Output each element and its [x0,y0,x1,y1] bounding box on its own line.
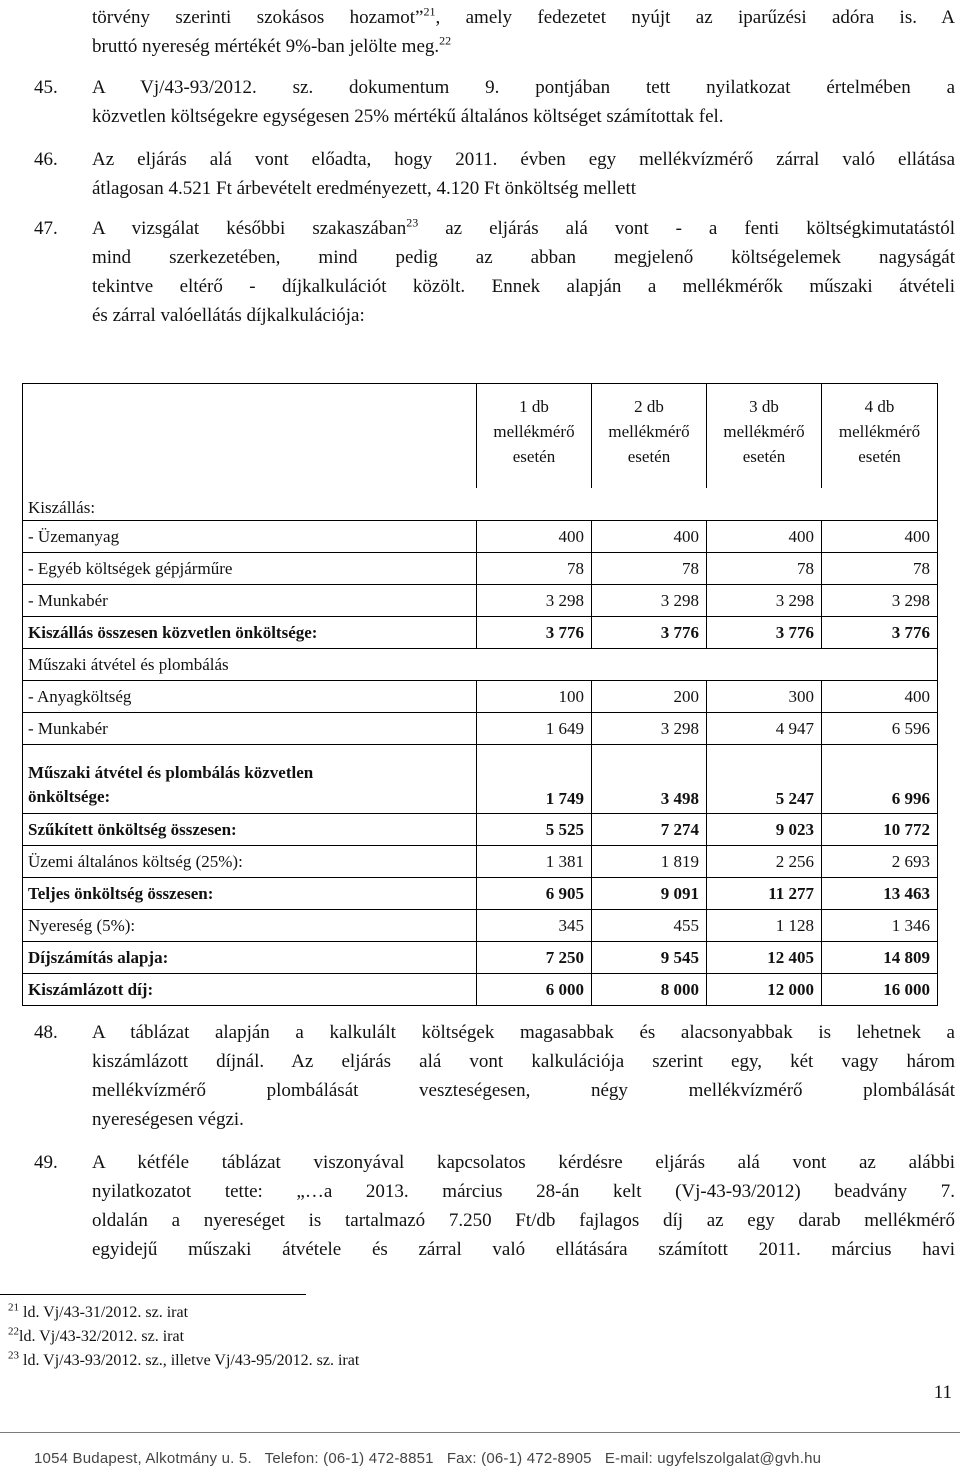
section-row-muszaki [23,649,938,681]
page-footer: 1054 Budapest, Alkotmány u. 5. Telefon: (06-1) 472-8851 Fax: (06-1) 472-8905 E-mail: ugyfelszolgalat@gvh.hu [34,1450,822,1467]
footnote-divider [0,1294,306,1295]
header-cell-1db: 1 db mellékmérő esetén [477,384,592,489]
row-label: - Egyéb költségek gépjárműre [23,553,477,585]
table-row [23,974,938,1006]
header-cell-4db: 4 db mellékmérő esetén [822,384,938,489]
paragraph-number: 49. [34,1152,58,1173]
row-label: Üzemi általános költség (25%): [23,846,477,878]
text-line: és zárral valóellátás díjkalkulációja: [92,305,365,326]
footnote-ref[interactable]: 23 [406,215,419,230]
value-cell: 400 [822,681,938,713]
value-cell: 3 776 [707,617,822,649]
table-row [23,617,938,649]
paragraph-45 [34,73,955,131]
table-row [23,713,938,745]
text-line: átlagosan 4.521 Ft árbevételt eredményezett, 4.120 Ft önköltség mellett [92,178,636,199]
cost-table [22,383,938,1006]
row-label: Kiszámlázott díj: [23,974,477,1006]
value-cell: 7 274 [592,814,707,846]
value-cell: 14 809 [822,942,938,974]
text-line: , amely fedezetet nyújt az iparűzési adóra is. A [435,7,956,28]
value-cell: 1 819 [592,846,707,878]
value-cell: 78 [707,553,822,585]
text-line: oldalán a nyereséget is tartalmazó 7.250 Ft/db fajlagos díj az egy darab mellékmérő [92,1210,955,1231]
row-label: - Munkabér [23,713,477,745]
table-row [23,585,938,617]
table-row [23,942,938,974]
text-line: nyilatkozatot tette: „…a 2013. március 28-án kelt (Vj-43-93/2012) beadvány 7. [92,1181,955,1202]
value-cell: 100 [477,681,592,713]
text-line: A táblázat alapján a kalkulált költségek magasabbak és alacsonyabbak is lehetnek a [92,1022,955,1043]
value-cell: 3 298 [592,713,707,745]
text-line: az eljárás alá vont - a fenti költségkimutatástól [418,218,956,239]
row-label: - Üzemanyag [23,521,477,553]
text-line: mind szerkezetében, mind pedig az abban megjelenő költségelemek nagyságát [92,247,955,268]
row-label: Teljes önköltség összesen: [23,878,477,910]
text-line: mellékvízmérő plombálását veszteségesen, négy mellékvízmérő plombálását [92,1080,955,1101]
table-row [23,814,938,846]
footnote-ref[interactable]: 22 [439,33,452,48]
page-number: 11 [933,1382,952,1403]
table-row [23,846,938,878]
header-cell-2db: 2 db mellékmérő esetén [592,384,707,489]
paragraph-44 [34,3,955,61]
value-cell: 400 [477,521,592,553]
value-cell: 2 693 [822,846,938,878]
footnote-21: $^{21}$ ld. Vj/43-31/2012. sz. irat [8,1301,189,1321]
table-row [23,553,938,585]
value-cell: 6 905 [477,878,592,910]
value-cell: 78 [592,553,707,585]
value-cell: 78 [477,553,592,585]
value-cell: 9 545 [592,942,707,974]
row-label: Szűkített önköltség összesen: [23,814,477,846]
text-line: közvetlen költségekre egységesen 25% mértékű általános költséget számítottak fel. [92,106,724,127]
paragraph-number: 48. [34,1022,58,1043]
value-cell: 6 000 [477,974,592,1006]
value-cell: 7 250 [477,942,592,974]
value-cell: 3 298 [477,585,592,617]
value-cell: 1 381 [477,846,592,878]
value-cell: 3 776 [592,617,707,649]
row-label: - Anyagköltség [23,681,477,713]
value-cell: 10 772 [822,814,938,846]
value-cell: 78 [822,553,938,585]
text-line: A kétféle táblázat viszonyával kapcsolatos kérdésre eljárás alá vont az alábbi [92,1152,955,1173]
value-cell: 3 298 [707,585,822,617]
value-cell: 12 405 [707,942,822,974]
value-cell: 3 776 [477,617,592,649]
text-line: Az eljárás alá vont előadta, hogy 2011. évben egy mellékvízmérő zárral való ellátása [92,149,955,170]
value-cell: 4 947 [707,713,822,745]
row-label: Díjszámítás alapja: [23,942,477,974]
value-cell: 300 [707,681,822,713]
text-line: A vizsgálat későbbi szakaszában [92,218,407,239]
section-label: Kiszállás: [23,488,477,521]
table-row [23,745,938,814]
paragraph-number: 47. [34,218,58,239]
header-empty-cell [23,384,477,489]
value-cell: 5 247 [707,745,822,814]
row-label: - Munkabér [23,585,477,617]
value-cell: 12 000 [707,974,822,1006]
value-cell: 6 596 [822,713,938,745]
paragraph-number: 45. [34,77,58,98]
row-label: Műszaki átvétel és plombálás közvetlen önköltsége: [23,745,477,814]
table-row [23,681,938,713]
table-row [23,878,938,910]
text-line: tekintve eltérő - díjkalkulációt közölt. Ennek alapján a mellékmérők műszaki átvételi [92,276,955,297]
text-line: A Vj/43-93/2012. sz. dokumentum 9. pontjában tett nyilatkozat értelmében a [92,77,955,98]
value-cell: 3 298 [822,585,938,617]
value-cell: 400 [822,521,938,553]
section-row-kiszallas [23,488,938,521]
value-cell: 3 298 [592,585,707,617]
value-cell: 400 [592,521,707,553]
text-line: törvény szerinti szokásos hozamot” [92,7,424,28]
value-cell: 8 000 [592,974,707,1006]
section-label: Műszaki átvétel és plombálás [23,649,477,681]
paragraph-49 [34,1148,955,1264]
value-cell: 455 [592,910,707,942]
section-spacer [477,488,938,521]
value-cell: 1 346 [822,910,938,942]
text-line: bruttó nyereség mértékét 9%-ban jelölte meg. [92,36,440,57]
table-row [23,910,938,942]
value-cell: 6 996 [822,745,938,814]
table-row [23,521,938,553]
footer-divider [0,1432,960,1433]
footnote-ref[interactable]: 21 [423,4,436,19]
value-cell: 1 128 [707,910,822,942]
value-cell: 3 776 [822,617,938,649]
value-cell: 3 498 [592,745,707,814]
footnote-22: $^{22}$ld. Vj/43-32/2012. sz. irat [8,1325,185,1345]
value-cell: 16 000 [822,974,938,1006]
value-cell: 13 463 [822,878,938,910]
value-cell: 345 [477,910,592,942]
row-label: Kiszállás összesen közvetlen önköltsége: [23,617,477,649]
value-cell: 1 649 [477,713,592,745]
value-cell: 400 [707,521,822,553]
text-line: egyidejű műszaki átvétele és zárral való ellátására számított 2011. március havi [92,1239,955,1260]
value-cell: 2 256 [707,846,822,878]
value-cell: 11 277 [707,878,822,910]
value-cell: 1 749 [477,745,592,814]
value-cell: 200 [592,681,707,713]
table-header-row [23,384,938,489]
text-line: nyereségesen végzi. [92,1109,244,1130]
header-cell-3db: 3 db mellékmérő esetén [707,384,822,489]
text-line: kiszámlázott díjnál. Az eljárás alá vont kalkulációja szerint egy, két vagy három [92,1051,955,1072]
section-spacer [477,649,938,681]
value-cell: 9 091 [592,878,707,910]
paragraph-48 [34,1018,955,1134]
value-cell: 5 525 [477,814,592,846]
footnote-23: $^{23}$ ld. Vj/43-93/2012. sz., illetve Vj/43-95/2012. sz. irat [8,1349,360,1369]
paragraph-46 [34,145,955,203]
row-label: Nyereség (5%): [23,910,477,942]
paragraph-number: 46. [34,149,58,170]
paragraph-47 [34,214,955,330]
value-cell: 9 023 [707,814,822,846]
